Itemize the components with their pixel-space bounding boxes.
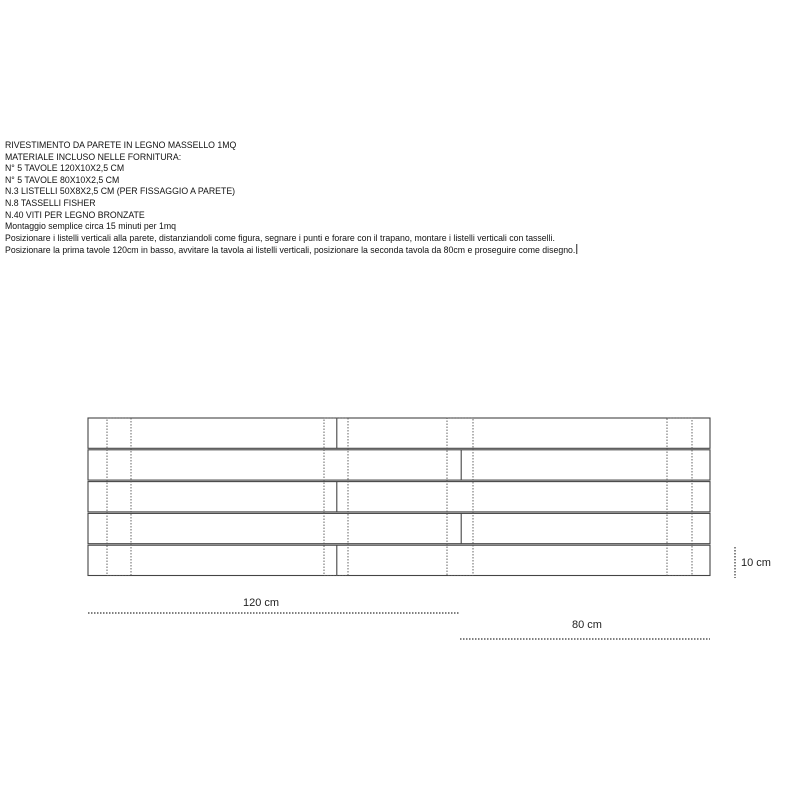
board-row [88,482,710,512]
material-item: N.8 TASSELLI FISHER [5,197,96,209]
board-row [88,418,710,448]
boards-group [88,418,710,576]
dimension-label-120: 120 cm [243,597,280,609]
notes-title: RIVESTIMENTO DA PARETE IN LEGNO MASSELLO 1MQ [5,140,237,151]
assembly-time: Montaggio semplice circa 15 minuti per 1mq [5,221,177,233]
material-item: N° 5 TAVOLE 120X10X2,5 CM [5,163,125,175]
instruction-step-2: Posizionare la prima tavole 120cm in basso, avvitare la tavola ai listelli verticali, posizionare la seconda tavola da 80cm e proseguire come disegno. [5,245,576,257]
board-row [88,450,710,480]
material-header: MATERIALE INCLUSO NELLE FORNITURA: [5,151,182,163]
dimension-label-board-height: 10 cm [741,557,771,569]
board-row [88,513,710,543]
dimension-label-80: 80 cm [572,619,602,631]
instruction-step-1: Posizionare i listelli verticali alla parete, distanziandoli come figura, segnare i punti e forare con il trapano, montare i listelli verticali con tasselli. [5,232,555,244]
board-row [88,545,710,575]
material-item: N.40 VITI PER LEGNO BRONZATE [5,209,145,221]
material-item: N.3 LISTELLI 50X8X2,5 CM (PER FISSAGGIO A PARETE) [5,186,236,198]
material-item: N° 5 TAVOLE 80X10X2,5 CM [5,174,120,186]
